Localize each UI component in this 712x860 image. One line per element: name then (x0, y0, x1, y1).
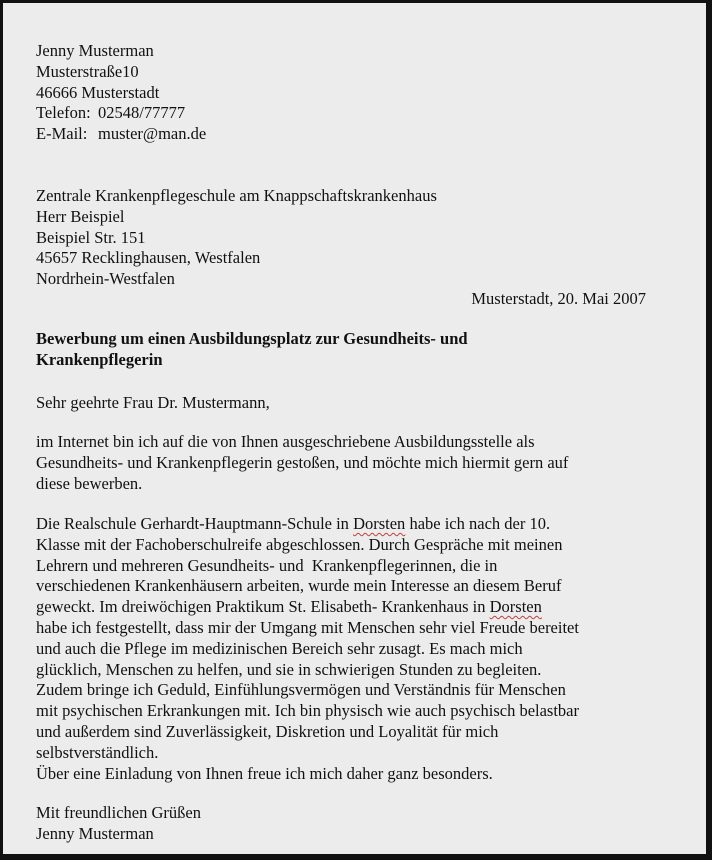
recipient-line: Herr Beispiel (36, 206, 125, 226)
paragraph-line: Lehrern und mehreren Gesundheits- und Krankenpflegerinnen, die in (36, 555, 498, 575)
phone-label: Telefon: (36, 103, 91, 123)
date-line: Musterstadt, 20. Mai 2007 (471, 289, 646, 308)
sender-phone-line (36, 103, 656, 124)
paragraph-line: selbstverständlich. (36, 742, 159, 762)
phone-value: 02548/77777 (98, 103, 186, 123)
text-run: geweckt. Im dreiwöchigen Praktikum St. Elisabeth- Krankenhaus in (36, 597, 490, 617)
text-run: Die Realschule Gerhardt-Hauptmann-Schule in (36, 514, 354, 533)
paragraph-line: und außerdem sind Zuverlässigkeit, Diskretion und Loyalität für mich (36, 721, 499, 741)
paragraph-line: diese bewerben. (36, 473, 143, 493)
closing-block (36, 803, 656, 845)
recipient-line: Beispiel Str. 151 (36, 227, 146, 247)
salutation (36, 393, 656, 414)
paragraph-line: glücklich, Menschen zu helfen, und sie in schwierigen Stunden zu begleiten. (36, 659, 542, 679)
paragraph-line: Zudem bringe ich Geduld, Einfühlungsvermögen und Verständnis für Menschen (36, 680, 566, 700)
paragraph-line: habe ich festgestellt, dass mir der Umgang mit Menschen sehr viel Freude bereitet (36, 617, 579, 637)
paragraph-line: mit psychischen Erkrankungen mit. Ich bin physisch wie auch psychisch belastbar (36, 701, 579, 721)
recipient-line: 45657 Recklinghausen, Westfalen (36, 248, 261, 268)
sender-name: Jenny Musterman (36, 41, 154, 60)
paragraph-line: im Internet bin ich auf die von Ihnen ausgeschriebene Ausbildungsstelle als (36, 432, 535, 451)
paragraph-line (36, 514, 656, 535)
sender-city: 46666 Musterstadt (36, 82, 160, 102)
recipient-line: Nordrhein-Westfalen (36, 269, 175, 289)
closing-greeting: Mit freundlichen Grüßen (36, 803, 201, 822)
subject-text: Bewerbung um einen Ausbildungsplatz zur Gesundheits- und (36, 329, 468, 348)
email-value: muster@man.de (98, 124, 207, 144)
paragraph-body (36, 514, 656, 784)
paragraph-line: Klasse mit der Fachoberschulreife abgeschlossen. Durch Gespräche mit meinen (36, 534, 563, 554)
sender-email-line (36, 124, 656, 145)
salutation-text: Sehr geehrte Frau Dr. Mustermann, (36, 393, 270, 412)
email-label: E-Mail: (36, 124, 88, 144)
spellcheck-flagged-word[interactable]: Dorsten (489, 597, 542, 617)
sender-address-block (36, 41, 656, 145)
spellcheck-flagged-word[interactable]: Dorsten (353, 514, 406, 533)
signature-name: Jenny Musterman (36, 823, 154, 843)
recipient-line: Zentrale Krankenpflegeschule am Knappschaftskrankenhaus (36, 186, 437, 205)
text-run: habe ich nach der 10. (405, 514, 551, 533)
subject-text: Krankenpflegerin (36, 349, 163, 369)
recipient-address-block (36, 186, 656, 290)
paragraph-intro (36, 432, 656, 494)
paragraph-line (36, 597, 656, 618)
paragraph-line: Über eine Einladung von Ihnen freue ich mich daher ganz besonders. (36, 763, 493, 783)
paragraph-line: und auch die Pflege im medizinischen Bereich sehr zusagt. Es mach mich (36, 638, 523, 658)
paragraph-line: verschiedenen Krankenhäusern arbeiten, wurde mein Interesse an diesem Beruf (36, 576, 562, 596)
sender-street: Musterstraße10 (36, 61, 139, 81)
subject-line (36, 329, 656, 371)
paragraph-line: Gesundheits- und Krankenpflegerin gestoßen, und möchte mich hiermit gern auf (36, 452, 569, 472)
